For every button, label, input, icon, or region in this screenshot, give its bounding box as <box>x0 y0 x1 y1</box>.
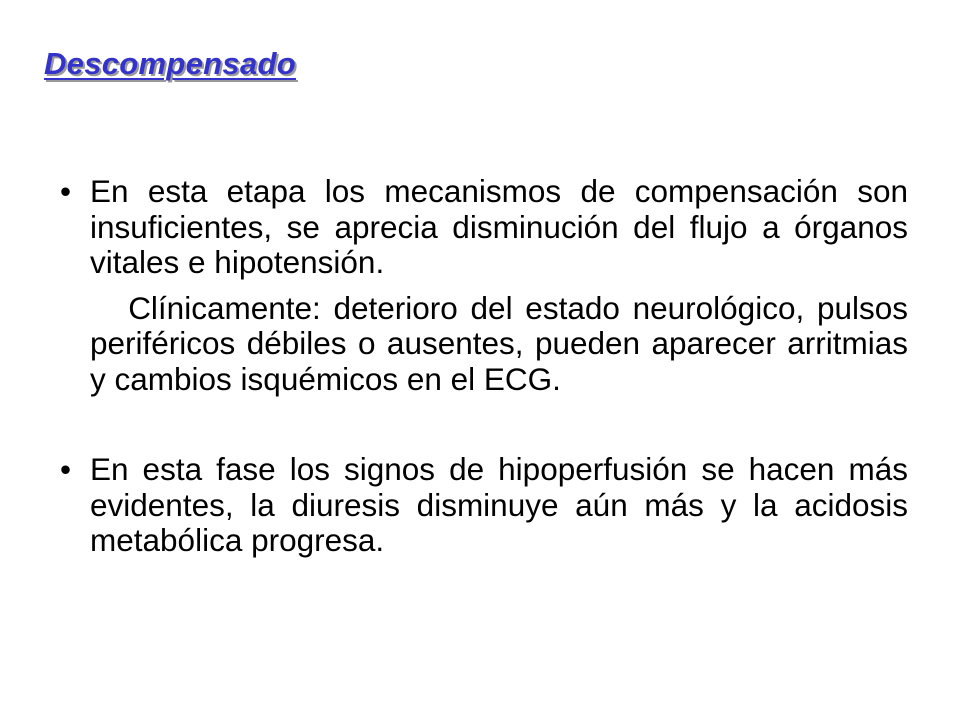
bullet-dot-icon: • <box>60 173 72 209</box>
bullet-text-1: En esta etapa los mecanismos de compensación son insuficientes, se aprecia disminución del flujo a órganos vitales e hipotensión. <box>90 173 908 280</box>
bullet-dot-icon: • <box>60 451 72 487</box>
slide-title: Descompensado <box>44 46 296 81</box>
slide-content <box>60 174 908 559</box>
bullet-text-2: En esta fase los signos de hipoperfusión se hacen más evidentes, la diuresis disminuye aún más y la acidosis metabólica progresa. <box>90 451 908 558</box>
bullet-continuation-1 <box>90 291 908 398</box>
bullet-item-2 <box>60 452 908 559</box>
bullet-continuation-text: Clínicamente: deterioro del estado neurológico, pulsos periféricos débiles o ausentes, pueden aparecer arritmias y cambios isquémicos en el ECG. <box>90 289 909 397</box>
bullet-item-1 <box>60 174 908 397</box>
